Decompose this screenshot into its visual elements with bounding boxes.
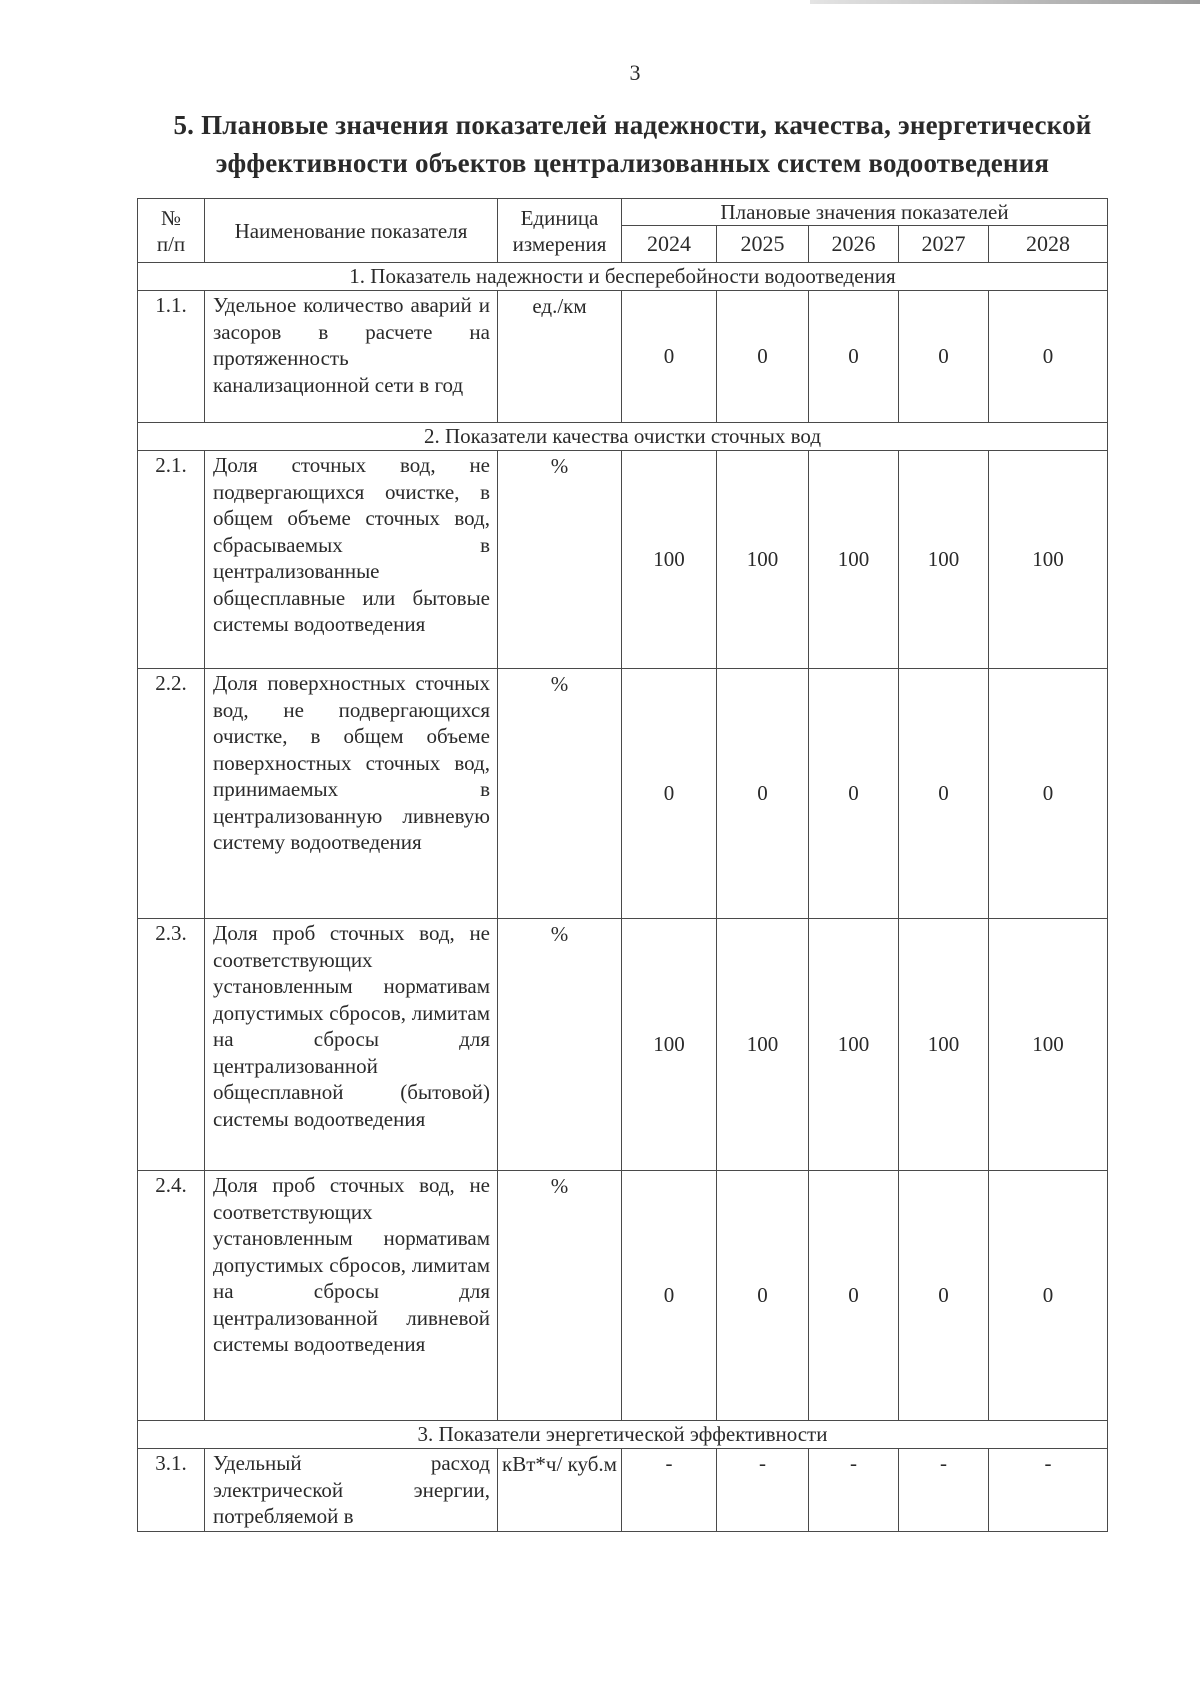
value-2028: 100 bbox=[989, 919, 1108, 1171]
header-num: № п/п bbox=[138, 199, 205, 263]
value-2027: 100 bbox=[899, 919, 989, 1171]
scan-edge bbox=[810, 0, 1200, 4]
value-2026: 0 bbox=[809, 1171, 899, 1421]
value-2024: 0 bbox=[622, 669, 717, 919]
unit-cell: % bbox=[498, 451, 622, 669]
header-plan: Плановые значения показателей bbox=[622, 199, 1108, 226]
value-2028: 0 bbox=[989, 291, 1108, 423]
value-2028: 0 bbox=[989, 1171, 1108, 1421]
unit-cell: ед./км bbox=[498, 291, 622, 423]
indicator-name: Доля проб сточных вод, не соответствующих установленным нормативам допустимых сбросов, лимитам на сбросы для централизованной ливневой системы водоотведения bbox=[205, 1171, 498, 1421]
unit-cell: % bbox=[498, 919, 622, 1171]
section-row bbox=[138, 423, 1108, 451]
header-name: Наименование показателя bbox=[205, 199, 498, 263]
row-number: 2.2. bbox=[138, 669, 205, 919]
unit-cell: кВт*ч/ куб.м bbox=[498, 1449, 622, 1532]
value-2024: 0 bbox=[622, 1171, 717, 1421]
table-row bbox=[138, 291, 1108, 423]
value-2025: 0 bbox=[717, 291, 809, 423]
header-unit: Единица измерения bbox=[498, 199, 622, 263]
page-number: 3 bbox=[629, 60, 641, 85]
document-title bbox=[140, 106, 1125, 182]
indicator-name: Удельный расход электрической энергии, потребляемой в bbox=[205, 1449, 498, 1532]
header-year-2026: 2026 bbox=[809, 226, 899, 263]
header-year-2024: 2024 bbox=[622, 226, 717, 263]
title-line-1: 5. Плановые значения показателей надежности, качества, энергетической bbox=[173, 110, 1092, 140]
value-2024: 100 bbox=[622, 919, 717, 1171]
table-row bbox=[138, 919, 1108, 1171]
section-row bbox=[138, 263, 1108, 291]
section-title: 3. Показатели энергетической эффективности bbox=[138, 1421, 1108, 1449]
value-2024: 0 bbox=[622, 291, 717, 423]
table-header-row bbox=[138, 199, 1108, 226]
value-2026: 100 bbox=[809, 919, 899, 1171]
table-row bbox=[138, 669, 1108, 919]
row-number: 1.1. bbox=[138, 291, 205, 423]
value-2027: - bbox=[899, 1449, 989, 1532]
title-line-2: эффективности объектов централизованных систем водоотведения bbox=[215, 148, 1050, 178]
value-2028: - bbox=[989, 1449, 1108, 1532]
header-year-2025: 2025 bbox=[717, 226, 809, 263]
plan-values-table bbox=[137, 198, 1108, 1532]
indicator-name: Доля сточных вод, не подвергающихся очистке, в общем объеме сточных вод, сбрасываемых в централизованные общесплавные или бытовые системы водоотведения bbox=[205, 451, 498, 669]
value-2028: 0 bbox=[989, 669, 1108, 919]
value-2024: 100 bbox=[622, 451, 717, 669]
row-number: 2.3. bbox=[138, 919, 205, 1171]
indicator-name: Доля поверхностных сточных вод, не подвергающихся очистке, в общем объеме поверхностных сточных вод, принимаемых в централизованную ливневую систему водоотведения bbox=[205, 669, 498, 919]
value-2026: 0 bbox=[809, 669, 899, 919]
table-row bbox=[138, 1449, 1108, 1532]
table-row bbox=[138, 1171, 1108, 1421]
row-number: 2.4. bbox=[138, 1171, 205, 1421]
indicator-name: Удельное количество аварий и засоров в расчете на протяженность канализационной сети в год bbox=[205, 291, 498, 423]
value-2025: 0 bbox=[717, 669, 809, 919]
value-2027: 100 bbox=[899, 451, 989, 669]
section-row bbox=[138, 1421, 1108, 1449]
value-2025: 100 bbox=[717, 919, 809, 1171]
table-row bbox=[138, 451, 1108, 669]
value-2026: - bbox=[809, 1449, 899, 1532]
unit-cell: % bbox=[498, 669, 622, 919]
value-2027: 0 bbox=[899, 669, 989, 919]
header-year-2027: 2027 bbox=[899, 226, 989, 263]
value-2028: 100 bbox=[989, 451, 1108, 669]
value-2026: 100 bbox=[809, 451, 899, 669]
value-2027: 0 bbox=[899, 291, 989, 423]
value-2025: 0 bbox=[717, 1171, 809, 1421]
unit-cell: % bbox=[498, 1171, 622, 1421]
section-title: 2. Показатели качества очистки сточных вод bbox=[138, 423, 1108, 451]
value-2024: - bbox=[622, 1449, 717, 1532]
row-number: 3.1. bbox=[138, 1449, 205, 1532]
value-2027: 0 bbox=[899, 1171, 989, 1421]
header-year-2028: 2028 bbox=[989, 226, 1108, 263]
value-2025: - bbox=[717, 1449, 809, 1532]
value-2026: 0 bbox=[809, 291, 899, 423]
value-2025: 100 bbox=[717, 451, 809, 669]
row-number: 2.1. bbox=[138, 451, 205, 669]
indicator-name: Доля проб сточных вод, не соответствующих установленным нормативам допустимых сбросов, лимитам на сбросы для централизованной общесплавной (бытовой) системы водоотведения bbox=[205, 919, 498, 1171]
section-title: 1. Показатель надежности и бесперебойности водоотведения bbox=[138, 263, 1108, 291]
